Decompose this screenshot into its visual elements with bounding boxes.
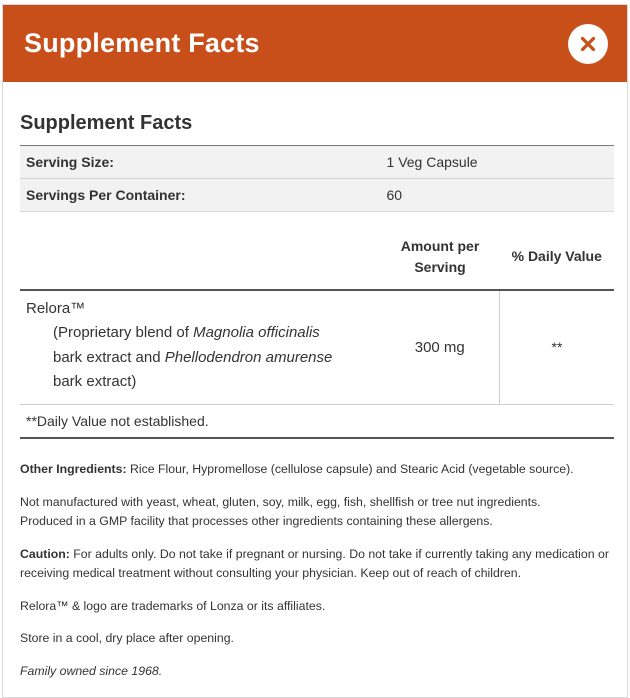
allergen-statement: [20, 493, 614, 532]
serving-size-label: Serving Size:: [20, 146, 381, 179]
servings-per-container-value: 60: [381, 179, 614, 212]
daily-value-footnote-row: [20, 404, 614, 438]
column-header-row: [20, 212, 614, 290]
ingredient-name-cell: [20, 290, 381, 405]
servings-per-container-row: [20, 179, 614, 212]
other-ingredients: [20, 460, 614, 480]
caution-text: For adults only. Do not take if pregnant or nursing. Do not take if currently taking any medication or receiving medical treatment without consulting your physician. Keep out of reach of children.: [20, 546, 609, 580]
supplement-facts-modal: [2, 4, 628, 698]
daily-value-column-header: % Daily Value: [500, 212, 614, 290]
modal-header: [3, 5, 627, 82]
product-notes: [20, 460, 614, 681]
blend-species-a: Magnolia officinalis: [193, 324, 320, 341]
ingredient-row: [20, 290, 614, 405]
caution-statement: [20, 545, 614, 584]
allergen-line-1: Not manufactured with yeast, wheat, gluten, soy, milk, egg, fish, shellfish or tree nut ingredients.: [20, 494, 541, 509]
trademark-notice: Relora™ & logo are trademarks of Lonza or its affiliates.: [20, 598, 326, 613]
close-icon: [580, 36, 596, 52]
ingredient-name: Relora™: [26, 299, 86, 317]
other-ingredients-label: Other Ingredients:: [20, 462, 127, 476]
ingredient-column-header: [20, 212, 381, 290]
modal-content: [3, 82, 627, 681]
amount-header-line2: Serving: [414, 258, 466, 275]
allergen-line-2: Produced in a GMP facility that processes other ingredients containing these allergens.: [20, 514, 493, 528]
close-button[interactable]: [568, 24, 608, 64]
supplement-facts-table: [20, 145, 614, 439]
blend-text-a: (Proprietary blend of: [53, 324, 194, 341]
ingredient-daily-value: **: [500, 290, 614, 405]
blend-text-c: bark extract and: [53, 348, 165, 366]
family-owned-note: Family owned since 1968.: [20, 663, 163, 678]
blend-text-e: bark extract): [53, 373, 137, 390]
amount-header-line1: Amount per: [400, 237, 480, 254]
servings-per-container-label: Servings Per Container:: [20, 179, 381, 212]
facts-title: Supplement Facts: [20, 112, 193, 134]
ingredient-amount: 300 mg: [381, 290, 500, 405]
caution-label: Caution:: [20, 546, 70, 561]
serving-size-value: 1 Veg Capsule: [381, 146, 614, 179]
storage-instructions: Store in a cool, dry place after opening.: [20, 631, 234, 645]
serving-size-row: [20, 146, 614, 179]
blend-species-b: Phellodendron amurense: [164, 348, 333, 366]
ingredient-blend: [26, 321, 375, 395]
amount-column-header: [381, 212, 500, 290]
daily-value-footnote: **Daily Value not established.: [20, 404, 614, 438]
modal-title: Supplement Facts: [24, 28, 260, 58]
other-ingredients-text: Rice Flour, Hypromellose (cellulose capsule) and Stearic Acid (vegetable source).: [126, 462, 574, 476]
